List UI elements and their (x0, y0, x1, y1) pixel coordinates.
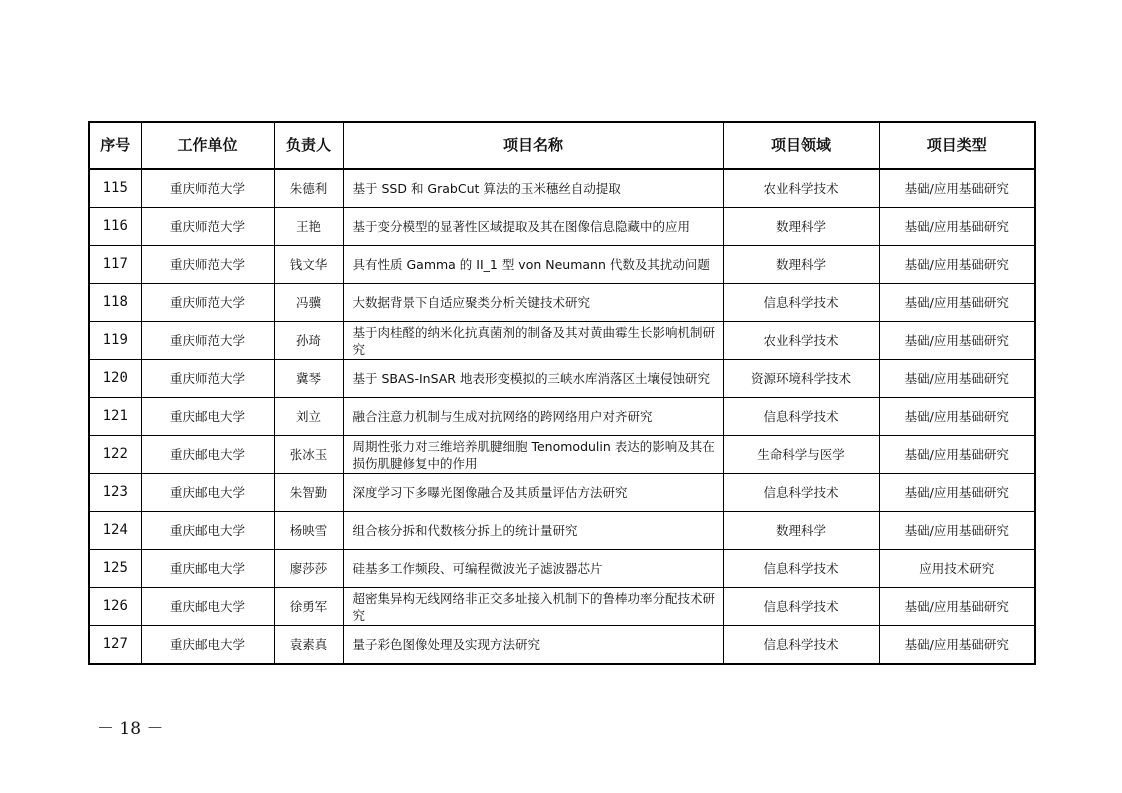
cell-type: 基础/应用基础研究 (879, 169, 1035, 208)
table-row (89, 208, 1035, 246)
cell-type: 基础/应用基础研究 (879, 626, 1035, 665)
cell-unit: 重庆师范大学 (141, 246, 274, 284)
cell-unit: 重庆师范大学 (141, 360, 274, 398)
project-table (88, 121, 1036, 665)
cell-unit: 重庆邮电大学 (141, 512, 274, 550)
cell-index: 126 (89, 588, 141, 626)
cell-field: 数理科学 (723, 512, 879, 550)
cell-leader: 王艳 (274, 208, 343, 246)
cell-index: 127 (89, 626, 141, 665)
table-row (89, 398, 1035, 436)
cell-type: 基础/应用基础研究 (879, 360, 1035, 398)
cell-field: 信息科学技术 (723, 588, 879, 626)
cell-project-name: 融合注意力机制与生成对抗网络的跨网络用户对齐研究 (343, 398, 723, 436)
cell-leader: 张冰玉 (274, 436, 343, 474)
cell-field: 信息科学技术 (723, 626, 879, 665)
table-row (89, 169, 1035, 208)
header-field: 项目领域 (723, 122, 879, 169)
cell-project-name: 深度学习下多曝光图像融合及其质量评估方法研究 (343, 474, 723, 512)
cell-leader: 杨映雪 (274, 512, 343, 550)
cell-type: 基础/应用基础研究 (879, 246, 1035, 284)
cell-type: 基础/应用基础研究 (879, 436, 1035, 474)
table-row (89, 550, 1035, 588)
cell-project-name: 基于 SSD 和 GrabCut 算法的玉米穗丝自动提取 (343, 169, 723, 208)
cell-leader: 冯骥 (274, 284, 343, 322)
header-index: 序号 (89, 122, 141, 169)
cell-type: 基础/应用基础研究 (879, 588, 1035, 626)
table-header-row (89, 122, 1035, 169)
cell-leader: 孙琦 (274, 322, 343, 360)
cell-type: 基础/应用基础研究 (879, 512, 1035, 550)
header-leader: 负责人 (274, 122, 343, 169)
cell-unit: 重庆邮电大学 (141, 436, 274, 474)
table-row (89, 246, 1035, 284)
cell-index: 115 (89, 169, 141, 208)
cell-type: 基础/应用基础研究 (879, 208, 1035, 246)
cell-field: 信息科学技术 (723, 284, 879, 322)
cell-index: 120 (89, 360, 141, 398)
cell-leader: 袁素真 (274, 626, 343, 665)
cell-unit: 重庆邮电大学 (141, 398, 274, 436)
header-project-name: 项目名称 (343, 122, 723, 169)
page-number: － 18 － (97, 719, 164, 739)
cell-leader: 朱德利 (274, 169, 343, 208)
table-row (89, 436, 1035, 474)
table-row (89, 360, 1035, 398)
cell-field: 生命科学与医学 (723, 436, 879, 474)
cell-project-name: 组合核分拆和代数核分拆上的统计量研究 (343, 512, 723, 550)
cell-unit: 重庆邮电大学 (141, 626, 274, 665)
cell-project-name: 硅基多工作频段、可编程微波光子滤波器芯片 (343, 550, 723, 588)
cell-index: 121 (89, 398, 141, 436)
cell-project-name: 量子彩色图像处理及实现方法研究 (343, 626, 723, 665)
cell-field: 数理科学 (723, 208, 879, 246)
cell-project-name: 周期性张力对三维培养肌腱细胞 Tenomodulin 表达的影响及其在损伤肌腱修复中的作用 (343, 436, 723, 474)
cell-type: 基础/应用基础研究 (879, 398, 1035, 436)
table-row (89, 284, 1035, 322)
cell-leader: 钱文华 (274, 246, 343, 284)
cell-leader: 刘立 (274, 398, 343, 436)
cell-leader: 廖莎莎 (274, 550, 343, 588)
cell-leader: 冀琴 (274, 360, 343, 398)
cell-project-name: 大数据背景下自适应聚类分析关键技术研究 (343, 284, 723, 322)
cell-field: 信息科学技术 (723, 474, 879, 512)
cell-type: 应用技术研究 (879, 550, 1035, 588)
cell-index: 116 (89, 208, 141, 246)
cell-project-name: 具有性质 Gamma 的 II_1 型 von Neumann 代数及其扰动问题 (343, 246, 723, 284)
cell-index: 124 (89, 512, 141, 550)
table-body (89, 169, 1035, 664)
cell-field: 农业科学技术 (723, 322, 879, 360)
cell-index: 123 (89, 474, 141, 512)
cell-field: 信息科学技术 (723, 398, 879, 436)
cell-index: 117 (89, 246, 141, 284)
cell-project-name: 超密集异构无线网络非正交多址接入机制下的鲁棒功率分配技术研究 (343, 588, 723, 626)
cell-unit: 重庆师范大学 (141, 169, 274, 208)
table-row (89, 474, 1035, 512)
cell-unit: 重庆师范大学 (141, 322, 274, 360)
cell-field: 数理科学 (723, 246, 879, 284)
table-row (89, 588, 1035, 626)
cell-unit: 重庆邮电大学 (141, 550, 274, 588)
cell-field: 农业科学技术 (723, 169, 879, 208)
cell-type: 基础/应用基础研究 (879, 474, 1035, 512)
header-unit: 工作单位 (141, 122, 274, 169)
header-type: 项目类型 (879, 122, 1035, 169)
cell-field: 信息科学技术 (723, 550, 879, 588)
table-row (89, 512, 1035, 550)
cell-leader: 徐勇军 (274, 588, 343, 626)
cell-field: 资源环境科学技术 (723, 360, 879, 398)
table-row (89, 322, 1035, 360)
cell-unit: 重庆邮电大学 (141, 588, 274, 626)
table-row (89, 626, 1035, 665)
cell-type: 基础/应用基础研究 (879, 284, 1035, 322)
cell-index: 118 (89, 284, 141, 322)
cell-index: 125 (89, 550, 141, 588)
cell-project-name: 基于 SBAS-InSAR 地表形变模拟的三峡水库消落区土壤侵蚀研究 (343, 360, 723, 398)
cell-unit: 重庆师范大学 (141, 208, 274, 246)
cell-index: 119 (89, 322, 141, 360)
cell-project-name: 基于变分模型的显著性区域提取及其在图像信息隐藏中的应用 (343, 208, 723, 246)
cell-project-name: 基于肉桂醛的纳米化抗真菌剂的制备及其对黄曲霉生长影响机制研究 (343, 322, 723, 360)
cell-unit: 重庆师范大学 (141, 284, 274, 322)
cell-leader: 朱智勤 (274, 474, 343, 512)
cell-type: 基础/应用基础研究 (879, 322, 1035, 360)
cell-index: 122 (89, 436, 141, 474)
cell-unit: 重庆邮电大学 (141, 474, 274, 512)
